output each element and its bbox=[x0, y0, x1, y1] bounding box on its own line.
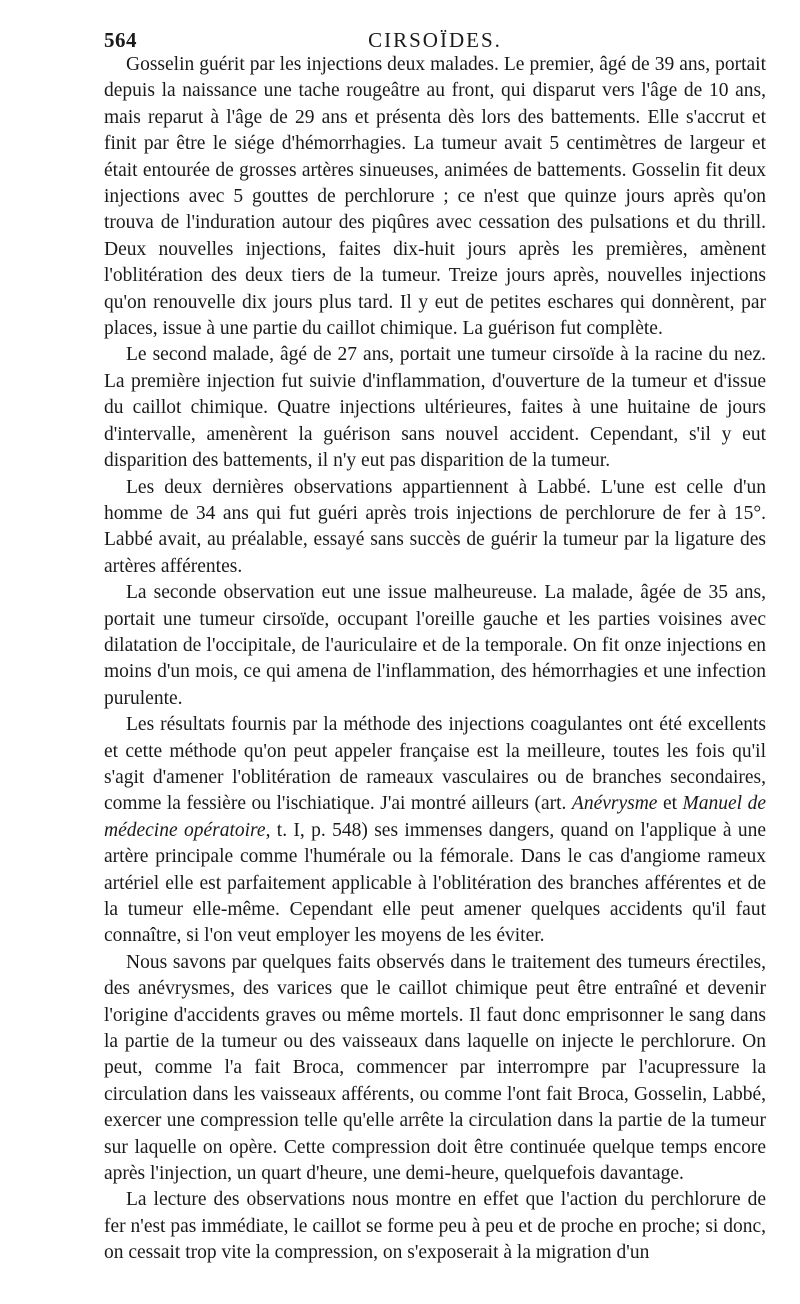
paragraph-second-patient: Le second malade, âgé de 27 ans, portait une tumeur cirsoïde à la racine du nez. La première injection fut suivie d'inflammation, d'ouverture de la tumeur et d'issue du caillot chimique. Quatre injections ultérieures, faites à une huitaine de jours d'intervalle, amenèrent la guérison sans nouvel accident. Cependant, s'il y eut disparition des battements, il n'y eut pas disparition de la tumeur. bbox=[104, 344, 766, 472]
para5-text-mid: et bbox=[657, 793, 683, 815]
para5-text-before: Les résultats fournis par la méthode des injections coagulantes ont été excellents et cette méthode qu'on peut appeler française est la meilleure, toutes les fois qu'il s'agit d'amener l'oblitération de rameaux vasculaires ou de branches secondaires, comme la fessière ou l'ischiatique. J'ai montré ailleurs (art. bbox=[104, 714, 766, 815]
paragraph-unfortunate-outcome: La seconde observation eut une issue malheureuse. La malade, âgée de 35 ans, portait une tumeur cirsoïde, occupant l'oreille gauche et les parties voisines avec dilatation de l'occipitale, de l'auriculaire et de la temporale. On fit onze injections en moins d'un mois, ce qui amena de l'inflammation, des hémorrhagies et une infection purulente. bbox=[104, 582, 766, 709]
page-header bbox=[104, 22, 766, 52]
paragraph-labbe-observations: Les deux dernières observations appartiennent à Labbé. L'une est celle d'un homme de 34 ans qui fut guéri après trois injections de perchlorure de fer à 15°. Labbé avait, au préalable, essayé sans succès de guérir la tumeur par la ligature des artères afférentes. bbox=[104, 476, 766, 577]
paragraph-compression-reading: La lecture des observations nous montre en effet que l'action du perchlorure de fer n'est pas immédiate, le caillot se forme peu à peu et de proche en proche; si donc, on cessait trop vite la compression, on s'exposerait à la migration d'un bbox=[104, 1189, 766, 1264]
page-number: 564 bbox=[104, 28, 137, 52]
paragraph-clot-risks: Nous savons par quelques faits observés dans le traitement des tumeurs érectiles, des anévrysmes, des varices que le caillot chimique peut être entraîné et devenir l'origine d'accidents graves ou même mortels. Il faut donc emprisonner le sang dans la partie de la tumeur ou des vaisseaux dans laquelle on injecte le perchlorure. On peut, comme l'a fait Broca, commencer par interrompre par l'acupressure la circulation dans les vaisseaux afférents, ou comme l'ont fait Broca, Gosselin, Labbé, exercer une compression telle qu'elle arrête la circulation dans la partie de la tumeur sur laquelle on opère. Cette compression doit être continuée quelque temps encore après l'injection, un quart d'heure, une demi-heure, quelquefois davantage. bbox=[104, 951, 766, 1185]
para5-text-after: , t. I, p. 548) ses immenses dangers, quand on l'applique à une artère principale comme l'humérale ou la fémorale. Dans le cas d'angiome rameux artériel elle est parfaitement applicable à l'oblitération des branches afférentes et de la tumeur elle-même. Cependant elle peut amener quelques accidents qu'il faut connaître, si l'on veut employer les moyens de les éviter. bbox=[104, 819, 766, 947]
paragraph-injection-results bbox=[104, 712, 766, 950]
body-text bbox=[104, 52, 766, 1267]
paragraph-gosselin-first-case: Gosselin guérit par les injections deux malades. Le premier, âgé de 39 ans, portait depuis la naissance une tache rougeâtre au front, qui disparut vers l'âge de 10 ans, mais reparut à l'âge de 29 ans et présenta dès lors des battements. Elle s'accrut et finit par être le siége d'hémorrhagies. La tumeur avait 5 centimètres de largeur et était entourée de grosses artères sinueuses, animées de battements. Gosselin fit deux injections avec 5 gouttes de perchlorure ; ce n'est que quinze jours après qu'on trouva de l'induration autour des piqûres avec cessation des pulsations et du thrill. Deux nouvelles injections, faites dix-huit jours après les premières, amènent l'oblitération des deux tiers de la tumeur. Treize jours après, nouvelles injections qu'on renouvelle dix jours plus tard. Il y eut de petites eschares qui donnèrent, par places, issue à une partie du caillot chimique. La guérison fut complète. bbox=[104, 54, 766, 340]
ref-manuel-medecine-operatoire: Manuel de médecine opératoire bbox=[104, 793, 766, 841]
ref-anevrysme: Anévrysme bbox=[571, 793, 658, 815]
running-title: CIRSOÏDES. bbox=[368, 28, 502, 52]
